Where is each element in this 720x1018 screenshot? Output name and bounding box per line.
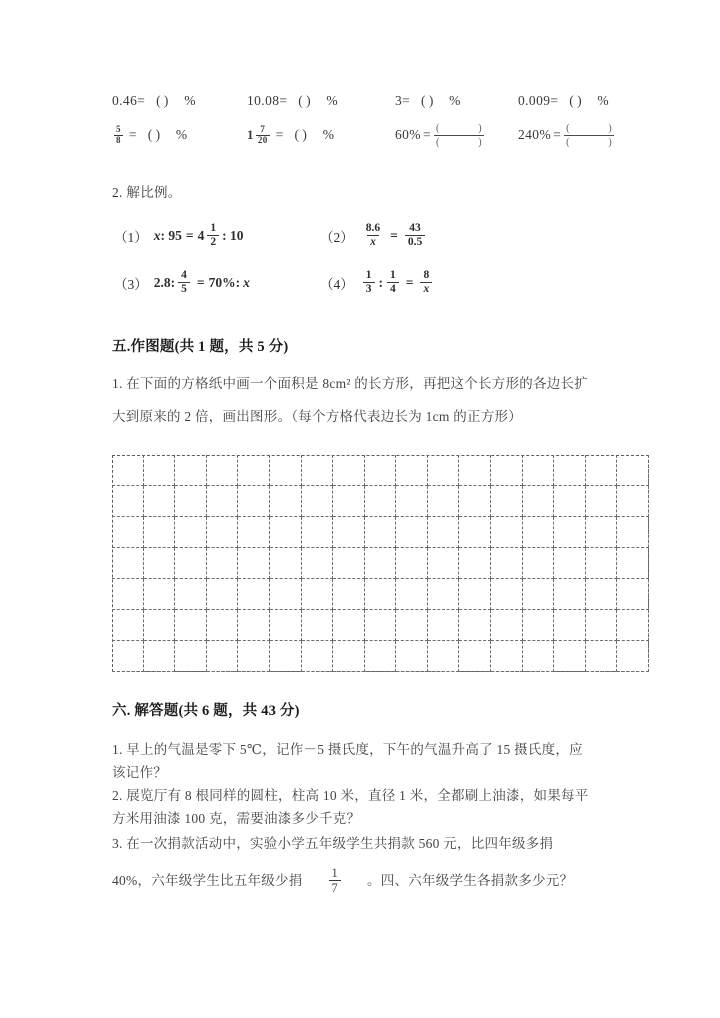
grid-cell[interactable] [144, 455, 176, 486]
proportion-item-4 [320, 269, 435, 296]
answer-blank[interactable]: ( ) [156, 93, 169, 108]
grid-cell[interactable] [428, 548, 460, 579]
grid-cell[interactable] [365, 548, 397, 579]
grid-cell[interactable] [238, 579, 270, 610]
solving-question-2-line-1: 2. 展览厅有 8 根同样的圆柱，柱高 10 米，直径 1 米，全都刷上油漆，如果每平 [112, 788, 589, 803]
section-heading-solving: 六. 解答题(共 6 题，共 43 分) [112, 703, 300, 719]
grid-cell[interactable] [554, 610, 586, 641]
proportion-item-2 [320, 222, 428, 249]
ratio-colon: : [378, 274, 383, 290]
equals-sign: = [275, 127, 284, 142]
grid-cell[interactable] [617, 579, 649, 610]
grid-cell[interactable] [523, 517, 555, 548]
variable-x: x [153, 227, 161, 243]
grid-cell[interactable] [617, 641, 649, 672]
grid-cell[interactable] [365, 610, 397, 641]
grid-cell[interactable] [175, 517, 207, 548]
answer-blank[interactable]: ( ) [298, 93, 311, 108]
grid-cell[interactable] [270, 486, 302, 517]
grid-cell[interactable] [302, 455, 334, 486]
fraction-denominator: 2 [207, 235, 219, 249]
grid-cell[interactable] [523, 455, 555, 486]
grid-cell[interactable] [586, 455, 618, 486]
grid-cell[interactable] [396, 579, 428, 610]
fraction-denominator: 0.5 [405, 235, 425, 249]
grid-cell[interactable] [112, 517, 144, 548]
grid-cell[interactable] [238, 486, 270, 517]
grid-cell[interactable] [175, 455, 207, 486]
grid-cell[interactable] [333, 486, 365, 517]
whole-part: 4 [197, 227, 205, 243]
percent-row-1 [112, 86, 657, 116]
grid-cell[interactable] [144, 548, 176, 579]
section-heading-drawing: 五.作图题(共 1 题，共 5 分) [112, 339, 289, 355]
fraction-8-x [420, 269, 432, 296]
grid-cell[interactable] [428, 610, 460, 641]
answer-blank[interactable]: ( ) [147, 127, 161, 142]
grid-cell[interactable] [396, 641, 428, 672]
grid-cell[interactable] [617, 548, 649, 579]
grid-cell[interactable] [302, 486, 334, 517]
fraction-1-2 [207, 222, 219, 249]
grid-cell[interactable] [270, 517, 302, 548]
grid-cell[interactable] [207, 641, 239, 672]
grid-cell[interactable] [491, 517, 523, 548]
paren-close: ) [478, 122, 482, 134]
answer-grid[interactable] [112, 455, 649, 672]
grid-cell[interactable] [396, 610, 428, 641]
grid-cell[interactable] [270, 455, 302, 486]
ratio-right: 70%: [208, 274, 241, 290]
item-tag: （4） [320, 276, 354, 292]
grid-cell[interactable] [175, 486, 207, 517]
grid-cell[interactable] [302, 548, 334, 579]
fraction-numerator: 5 [116, 124, 121, 135]
grid-cell[interactable] [333, 610, 365, 641]
fraction-denominator: 7 [329, 880, 342, 895]
fraction-blank[interactable] [434, 123, 484, 148]
grid-cell[interactable] [554, 548, 586, 579]
solving-question-1-line-2: 该记作？ [112, 765, 167, 780]
percent-item-240 [518, 123, 614, 148]
grid-cell[interactable] [144, 610, 176, 641]
fraction-43-0_5 [405, 222, 425, 249]
grid-cell[interactable] [459, 517, 491, 548]
grid-cell[interactable] [523, 641, 555, 672]
ratio-tail: : 10 [222, 227, 244, 243]
grid-cell[interactable] [617, 486, 649, 517]
grid-cell[interactable] [491, 579, 523, 610]
equals-sign: = [553, 127, 562, 142]
grid-cell[interactable] [207, 455, 239, 486]
grid-cell[interactable] [428, 486, 460, 517]
grid-cell[interactable] [175, 641, 207, 672]
grid-cell[interactable] [175, 579, 207, 610]
paren-open: ( [566, 136, 570, 148]
drawing-question-line-1: 1. 在下面的方格纸中画一个面积是 8cm² 的长方形，再把这个长方形的各边长扩 [112, 376, 589, 391]
fraction-denominator-blank[interactable] [434, 136, 484, 148]
percent-sign: % [326, 93, 339, 108]
grid-cell[interactable] [554, 486, 586, 517]
grid-cell[interactable] [586, 486, 618, 517]
grid-cell[interactable] [238, 610, 270, 641]
grid-cell[interactable] [491, 486, 523, 517]
proportions-heading: 2. 解比例。 [112, 185, 182, 200]
grid-cell[interactable] [333, 517, 365, 548]
grid-cell[interactable] [428, 517, 460, 548]
fraction-5-8 [114, 125, 123, 144]
grid-cell[interactable] [112, 579, 144, 610]
expr-left: 0.46= [112, 93, 146, 108]
grid-cell[interactable] [396, 455, 428, 486]
percent-item-0-009 [518, 93, 609, 109]
expr-left: 0.009= [518, 93, 559, 108]
percent-item-mixed-1-7-20 [247, 125, 334, 144]
grid-cell[interactable] [144, 641, 176, 672]
grid-cell[interactable] [365, 641, 397, 672]
answer-blank[interactable]: ( ) [569, 93, 582, 108]
expr-left: 10.08= [247, 93, 288, 108]
mixed-number [247, 125, 272, 144]
paren-close: ) [608, 122, 613, 134]
fraction-blank[interactable] [564, 123, 614, 148]
grid-cell[interactable] [112, 486, 144, 517]
grid-cell[interactable] [175, 610, 207, 641]
question-text-after: 。四、六年级学生各捐款多少元？ [367, 872, 574, 888]
grid-cell[interactable] [238, 517, 270, 548]
grid-cell[interactable] [491, 455, 523, 486]
grid-cell[interactable] [175, 548, 207, 579]
grid-cell[interactable] [365, 455, 397, 486]
paren-close: ) [608, 136, 613, 148]
grid-cell[interactable] [459, 548, 491, 579]
fraction-numerator: 8.6 [365, 222, 381, 234]
grid-cell[interactable] [270, 641, 302, 672]
grid-cell[interactable] [459, 579, 491, 610]
equals-sign: = [128, 127, 137, 142]
grid-cell[interactable] [333, 548, 365, 579]
percent-item-0-46 [112, 93, 196, 109]
fraction-numerator: 1 [331, 866, 338, 880]
grid-cell[interactable] [207, 579, 239, 610]
percent-sign: % [449, 93, 461, 108]
item-tag: （2） [320, 229, 354, 245]
grid-cell[interactable] [428, 579, 460, 610]
proportion-item-3 [114, 269, 250, 296]
grid-cell[interactable] [112, 641, 144, 672]
fraction-numerator-blank[interactable] [564, 123, 614, 136]
fraction-denominator: x [367, 235, 379, 249]
item-tag: （1） [114, 229, 148, 245]
grid-cell[interactable] [396, 548, 428, 579]
percent-sign: % [184, 93, 196, 108]
grid-cell[interactable] [238, 641, 270, 672]
grid-cell[interactable] [586, 641, 618, 672]
grid-cell[interactable] [333, 641, 365, 672]
percent-sign: % [175, 127, 188, 142]
paren-open: ( [435, 122, 440, 134]
fraction-denominator: x [420, 282, 432, 296]
percent-item-five-eighths [112, 125, 188, 144]
grid-cell[interactable] [459, 455, 491, 486]
grid-cell[interactable] [554, 579, 586, 610]
percent-sign: % [597, 93, 610, 108]
grid-cell[interactable] [428, 455, 460, 486]
grid-cell[interactable] [617, 610, 649, 641]
grid-cell[interactable] [207, 517, 239, 548]
ratio-left: 2.8: [153, 274, 176, 290]
whole-part: 1 [247, 127, 254, 142]
grid-cell[interactable] [428, 641, 460, 672]
fraction-7-20 [256, 125, 270, 144]
fraction-denominator: 20 [257, 134, 268, 145]
grid-cell[interactable] [270, 610, 302, 641]
fraction-numerator: 4 [181, 269, 187, 281]
expr-left: 3= [395, 93, 411, 108]
grid-cell[interactable] [586, 579, 618, 610]
grid-cell[interactable] [491, 641, 523, 672]
expr-left: 60% [395, 127, 421, 142]
fraction-denominator: 8 [116, 134, 121, 145]
grid-cell[interactable] [459, 486, 491, 517]
fraction-4-5 [178, 269, 190, 296]
paren-close: ) [478, 136, 482, 148]
solving-question-1-line-1: 1. 早上的气温是零下 5℃，记作－5 摄氏度，下午的气温升高了 15 摄氏度，应 [112, 742, 583, 757]
grid-cell[interactable] [617, 517, 649, 548]
drawing-question-line-2: 大到原来的 2 倍，画出图形。（每个方格代表边长为 1cm 的正方形） [112, 409, 522, 424]
expr-left: 240% [518, 127, 552, 142]
grid-cell[interactable] [586, 517, 618, 548]
grid-cell[interactable] [459, 610, 491, 641]
grid-cell[interactable] [523, 548, 555, 579]
grid-cell[interactable] [270, 548, 302, 579]
fraction-numerator: 1 [210, 222, 217, 234]
grid-cell[interactable] [365, 579, 397, 610]
grid-cell[interactable] [144, 579, 176, 610]
grid-cell[interactable] [554, 455, 586, 486]
fraction-denominator: 5 [178, 282, 190, 296]
grid-cell[interactable] [207, 486, 239, 517]
fraction-numerator: 7 [260, 124, 266, 135]
answer-blank[interactable]: ( ) [294, 127, 307, 142]
grid-cell[interactable] [302, 641, 334, 672]
equals-sign: = [185, 227, 194, 243]
fraction-numerator: 43 [409, 222, 421, 234]
grid-cell[interactable] [396, 486, 428, 517]
grid-cell[interactable] [333, 579, 365, 610]
grid-cell[interactable] [491, 610, 523, 641]
grid-cell[interactable] [302, 610, 334, 641]
grid-cell[interactable] [207, 610, 239, 641]
fraction-numerator: 1 [365, 269, 372, 281]
grid-cell[interactable] [523, 579, 555, 610]
grid-cell[interactable] [459, 641, 491, 672]
grid-cell[interactable] [302, 517, 334, 548]
grid-cell[interactable] [554, 517, 586, 548]
ratio-right: : 95 [160, 227, 182, 243]
grid-cell[interactable] [144, 517, 176, 548]
grid-cell[interactable] [365, 517, 397, 548]
equals-sign: = [196, 274, 205, 290]
grid-cell[interactable] [112, 548, 144, 579]
fraction-1-3 [363, 269, 375, 296]
fraction-numerator-blank[interactable] [434, 123, 484, 136]
grid-cell[interactable] [586, 548, 618, 579]
item-tag: （3） [114, 276, 148, 292]
fraction-denominator-blank[interactable] [564, 136, 614, 148]
fraction-1-7 [329, 866, 342, 896]
percent-row-2 [112, 120, 657, 150]
percent-item-10-08 [247, 93, 338, 109]
grid-cell[interactable] [112, 455, 144, 486]
percent-item-3 [395, 93, 461, 109]
grid-cell[interactable] [523, 610, 555, 641]
variable-x: x [243, 274, 250, 290]
grid-cell[interactable] [586, 610, 618, 641]
fraction-numerator: 8 [423, 269, 430, 281]
percent-sign: % [322, 127, 335, 142]
paren-open: ( [566, 122, 570, 134]
solving-question-2-line-2: 方米用油漆 100 克，需要油漆多少千克？ [112, 811, 361, 826]
equals-sign: = [422, 127, 431, 142]
paren-open: ( [435, 136, 440, 148]
grid-cell[interactable] [238, 455, 270, 486]
grid-cell[interactable] [365, 486, 397, 517]
grid-cell[interactable] [207, 548, 239, 579]
fraction-8_6-x [363, 222, 383, 249]
equals-sign: = [390, 227, 398, 243]
fraction-numerator: 1 [390, 269, 396, 281]
grid-cell[interactable] [333, 455, 365, 486]
fraction-denominator: 4 [387, 282, 399, 296]
grid-cell[interactable] [523, 486, 555, 517]
grid-cell[interactable] [491, 548, 523, 579]
grid-cell[interactable] [617, 455, 649, 486]
answer-blank[interactable]: ( ) [420, 93, 434, 108]
grid-cell[interactable] [302, 579, 334, 610]
fraction-denominator: 3 [363, 282, 375, 296]
question-text-before: 40%，六年级学生比五年级少捐 [112, 872, 303, 888]
grid-cell[interactable] [270, 579, 302, 610]
grid-cell[interactable] [238, 548, 270, 579]
percent-item-60 [395, 123, 484, 148]
grid-cell[interactable] [144, 486, 176, 517]
grid-cell[interactable] [396, 517, 428, 548]
solving-question-3-line-2 [112, 866, 573, 896]
grid-cell[interactable] [112, 610, 144, 641]
fraction-1-4 [387, 269, 399, 296]
solving-question-3-line-1: 3. 在一次捐款活动中，实验小学五年级学生共捐款 560 元，比四年级多捐 [112, 836, 554, 851]
equals-sign: = [405, 274, 414, 290]
proportion-item-1 [114, 222, 243, 249]
grid-cell[interactable] [554, 641, 586, 672]
